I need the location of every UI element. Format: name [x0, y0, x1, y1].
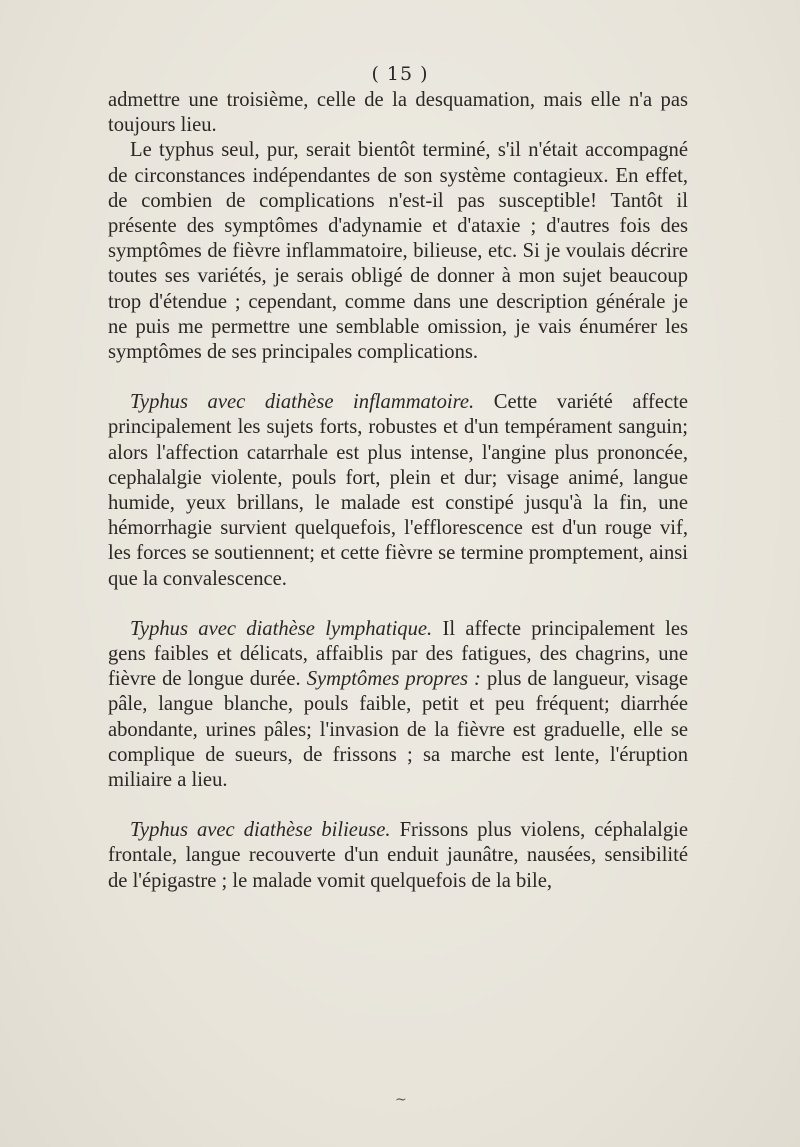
paragraph-inflammatoire	[108, 390, 688, 592]
emphasis-text: Symptômes propres :	[306, 668, 481, 691]
paragraph-text: Frissons plus violens, céphalalgie frontale, langue recouverte d'un enduit jaunâtre, nausées, sensibilité de l'épigastre ; le malade vomit quelquefois de la bile,	[108, 819, 689, 892]
paragraph-text: admettre une troisième, celle de la desquamation, mais elle n'a pas toujours lieu.	[108, 89, 688, 137]
paragraph-continuation	[108, 88, 688, 138]
page-number: ( 15 )	[371, 63, 429, 85]
paragraph-text: Il affecte principalement les gens faibles et délicats, affaiblis par des fatigues, des chagrins, une fièvre de longue durée.	[108, 617, 689, 691]
paragraph-text: Le typhus seul, pur, serait bientôt terminé, s'il n'était accompagné de circonstances indépendantes de son système contagieux. En effet, de combien de complications n'est-il pas susceptible! Tantôt il présente des symptômes d'adynamie et d'ataxie ; d'autres fois des symptômes de fièvre inflammatoire, bilieuse, etc. Si je voulais décrire toutes ses variétés, je serais obligé de donner à mon sujet beaucoup trop d'étendue ; cependant, comme dans une description générale je ne puis me permettre une semblable omission, je vais énumérer les symptômes de ses principales complications.	[108, 139, 688, 364]
paragraph-bilieuse	[108, 818, 688, 894]
paragraph-typhus-pur	[108, 138, 688, 365]
footer-mark: ~	[395, 1092, 407, 1108]
paragraph-lymphatique	[108, 617, 688, 793]
body-text	[108, 88, 688, 894]
paragraph-text: plus de langueur, visage pâle, langue blanche, pouls faible, petit et peu fréquent; diarrhée abondante, urines pâles; l'invasion de la fièvre est graduelle, elle se complique de sueurs, de frissons ; sa marche est lente, l'éruption miliaire a lieu.	[108, 668, 688, 792]
section-lead: Typhus avec diathèse inflammatoire.	[130, 391, 475, 414]
section-lead: Typhus avec diathèse lymphatique.	[130, 617, 433, 640]
paragraph-text: Cette variété affecte principalement les sujets forts, robustes et d'un tempérament sanguin; alors l'affection catarrhale est plus intense, l'angine plus prononcée, cephalalgie violente, pouls fort, plein et dur; visage animé, langue humide, yeux brillans, le malade est constipé jusqu'à la fin, une hémorrhagie survient quelquefois, l'efflorescence est d'un rouge vif, les forces se soutiennent; et cette fièvre se termine promptement, ainsi que la convalescence.	[108, 391, 689, 590]
section-lead: Typhus avec diathèse bilieuse.	[130, 819, 391, 842]
